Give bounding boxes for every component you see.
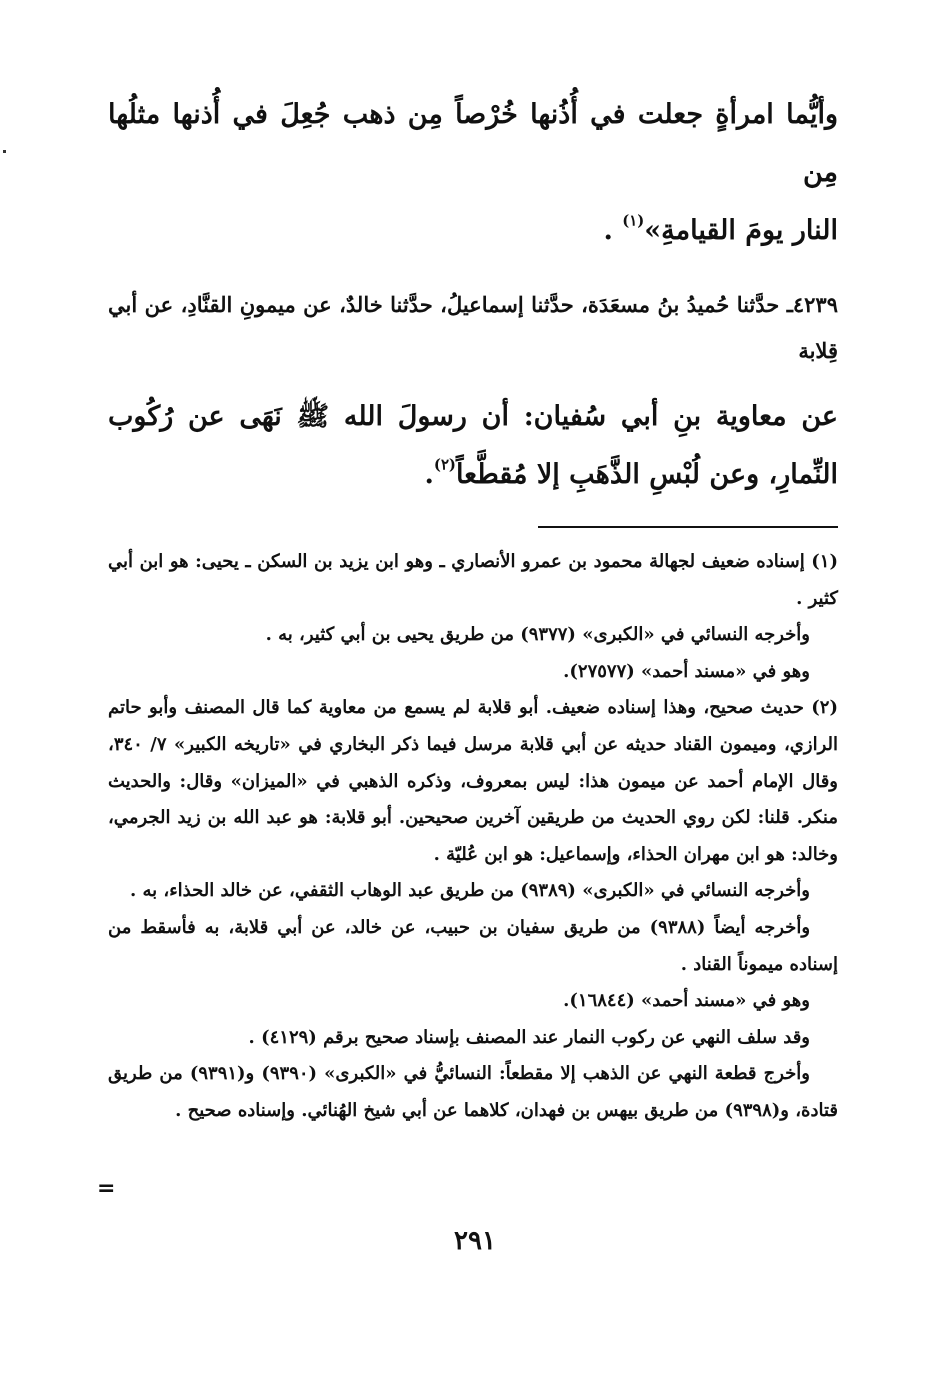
continuation-mark: = [97,1176,116,1201]
hadith-continuation-line1: وأيُّما امرأةٍ جعلت في أُذُنها خُرْصاً مِن ذهب جُعِلَ في أُذنها مثلُها مِن [108,99,838,188]
scan-speck [3,150,6,153]
hadith-matn-text: عن معاوية بنِ أبي سُفيان: أن رسولَ الله ﷺ نَهَى عن رُكُوب النِّمارِ، وعن لُبْسِ الذَّهَبِ إلا مُقطَّعاً [108,401,838,490]
isnad-text: ـ حدَّثنا حُميدُ بنُ مسعَدَة، حدَّثنا إسماعيلُ، حدَّثنا خالدٌ، عن ميمونِ القنَّادِ، عن أبي قِلابة [108,292,838,363]
footnote-2-para-1: (٢) حديث صحيح، وهذا إسناده ضعيف. أبو قلابة لم يسمع من معاوية كما قال المصنف وأبو حاتم الرازي، وميمون القناد حديثه عن أبي قلابة مرسل فيما ذكر البخاري في «تاريخه الكبير» ٧/ ٣٤٠، وقال الإمام أحمد عن ميمون هذا: ليس بمعروف، وذكره الذهبي في «الميزان» وقال: والحديث منكر. قلنا: لكن روي الحديث من طريقين آخرين صحيحين. أبو قلابة: هو عبد الله بن زيد الجرمي، وخالد: هو ابن مهران الحذاء، وإسماعيل: هو ابن عُليّة . [108,697,838,865]
hadith-continuation-end: . [603,215,623,246]
footnote-ref-2: (٢) [433,455,456,474]
footnote-2-para-2: وأخرجه النسائي في «الكبرى» (٩٣٨٩) من طريق عبد الوهاب الثقفي، عن خالد الحذاء، به . [129,880,810,902]
hadith-number: ٤٢٣٩ [792,292,838,317]
footnote-2-para-4: وهو في «مسند أحمد» (١٦٨٤٤). [563,990,810,1012]
isnad-block [108,282,838,374]
footnote-2-para-6: وأخرج قطعة النهي عن الذهب إلا مقطعاً: النسائيُّ في «الكبرى» (٩٣٩٠) و(٩٣٩١) من طريق قتادة، و(٩٣٩٨) من طريق بيهس بن فهدان، كلاهما عن أبي شيخ الهُنائي. وإسناده صحيح . [108,1063,838,1121]
page-number: ٢٩١ [454,1226,496,1256]
footnote-1-para-1: (١) إسناده ضعيف لجهالة محمود بن عمرو الأنصاري ـ وهو ابن يزيد بن السكن ـ يحيى: هو ابن أبي كثير . [108,551,838,609]
footnote-1-para-3: وهو في «مسند أحمد» (٢٧٥٧٧). [563,660,810,682]
page-body [108,86,838,1130]
footnote-2-para-3: وأخرجه أيضاً (٩٣٨٨) من طريق سفيان بن حبيب، عن خالد، عن أبي قلابة، به فأسقط من إسناده ميموناً القناد . [108,916,838,975]
hadith-continuation [108,86,838,260]
hadith-matn [108,388,838,504]
footnote-separator [538,526,838,528]
footnotes [108,544,838,1130]
footnote-ref-1: (١) [622,211,645,230]
hadith-matn-end: . [424,459,434,490]
footnote-1-para-2: وأخرجه النسائي في «الكبرى» (٩٣٧٧) من طريق يحيى بن أبي كثير، به . [265,624,810,646]
footnote-2-para-5: وقد سلف النهي عن ركوب النمار عند المصنف بإسناد صحيح برقم (٤١٢٩) . [248,1026,810,1048]
hadith-continuation-line2: النار يومَ القيامةِ» [644,215,838,246]
